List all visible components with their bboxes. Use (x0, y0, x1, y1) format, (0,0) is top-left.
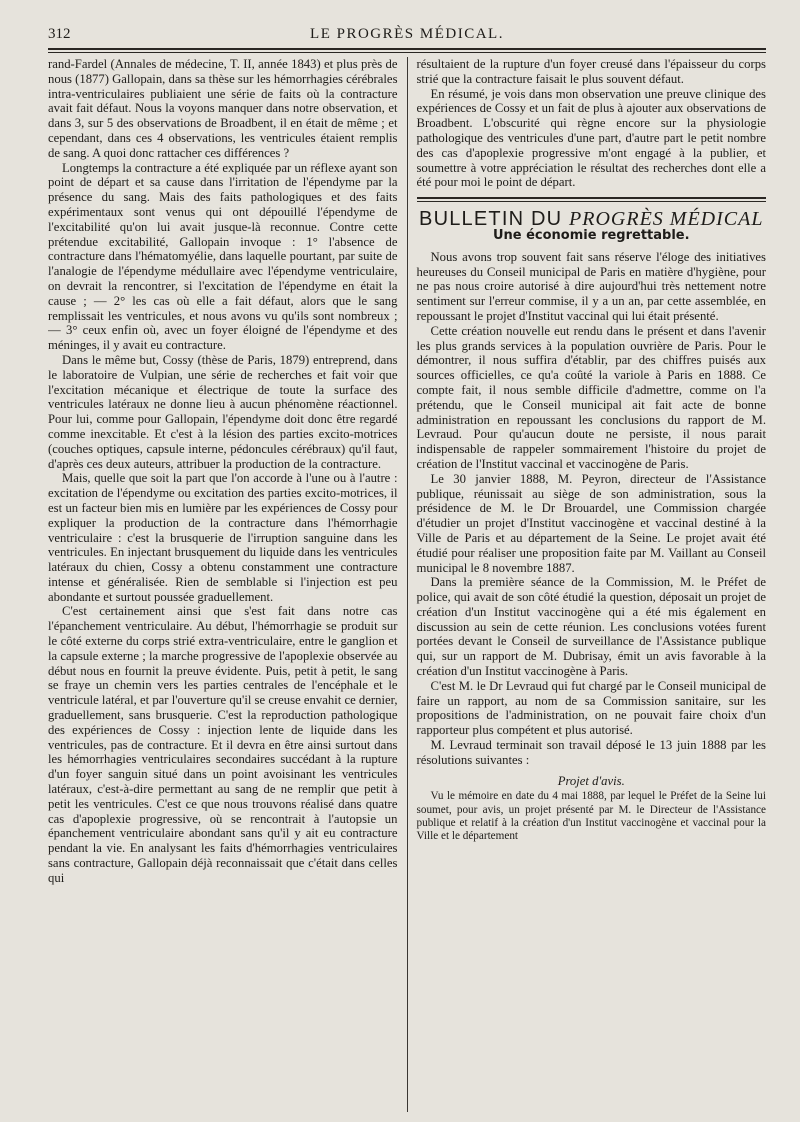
bulletin-title-journal: PROGRÈS MÉDICAL (569, 208, 764, 231)
projet-text-block (417, 790, 767, 843)
header-rule (48, 48, 766, 53)
paragraph: résultaient de la rupture d'un foyer creusé dans l'épaisseur du corps strié que la contracture faisait le plus souvent défaut. (416, 57, 766, 86)
paragraph: Dans le même but, Cossy (thèse de Paris, 1879) entreprend, dans le laboratoire de Vulpian, une série de recherches et fait voir que l'excitation mécanique et électrique de toute la surface des ventricules latéraux ne donne lieu à aucun phénomène réactionnel. Pour lui, comme pour Gallopain, l'épendyme doit donc être regardé comme inexcitable. Et c'est à la lésion des parties excito-motrices (couches optiques, capsule interne, pédoncules cérébraux) qu'il faut, d'après ces deux auteurs, attribuer la production de la contracture. (48, 352, 398, 471)
section-title: Une économie regrettable. (492, 227, 690, 243)
running-header (48, 24, 766, 46)
paragraph: Mais, quelle que soit la part que l'on accorde à l'une ou à l'autre : excitation de l'épendyme ou excitation des parties excito-motrices, il est un facteur bien mis en lumière par les expériences de Cossy pour expliquer la production de la contracture dans l'hémorrhagie ventriculaire : c'est la brusquerie de l'irruption sanguine dans les ventricules. En injectant brusquement du liquide dans les ventricules latéraux du chien, Cossy a obtenu constamment une contracture intense et généralisée. Rien de semblable si l'injection est peu abondante et surtout poussée graduellement. (48, 471, 398, 604)
projet-heading: Projet d'avis. (557, 773, 625, 788)
paragraph: Nous avons trop souvent fait sans réserve l'éloge des initiatives heureuses du Conseil municipal de Paris en matière d'hygiène, pour ne pas nous croire autorisé à dire aujourd'hui très nettement notre sentiment sur l'erreur commise, il y a un an, par cette assemblée, en repoussant le projet d'Institut vaccinal qui lui était présenté. (416, 249, 766, 323)
paragraph: En résumé, je vois dans mon observation une preuve clinique des expériences de Cossy et un fait de plus à ajouter aux observations de Broadbent. L'obscurité qui règne encore sur la physiologie pathologique des ventricules d'une part, d'autre part le petit nombre des cas d'apoplexie progressive m'ont engagé à la publier, et soumettre à votre appréciation le résultat des recherches dont elle a été pour moi le point de départ. (416, 86, 766, 190)
paragraph: Vu le mémoire en date du 4 mai 1888, par lequel le Préfet de la Seine lui soumet, pour avis, un projet présenté par M. le Directeur de l'Assistance publique et relatif à la création d'un Institut vaccinogène et vaccinal pour la Ville et le département (416, 790, 766, 843)
paragraph: C'est certainement ainsi que s'est fait dans notre cas l'épanchement ventriculaire. Au début, l'hémorrhagie se produit sur le côté externe du corps strié extra-ventriculaire, entre le ganglion et la capsule externe ; la marche progressive de l'apoplexie observée au début nous en fournit la preuve évidente. Puis, petit à petit, le sang se fraye un chemin vers les parties centrales de l'encéphale et le ventricule latéral, et par l'ouverture qu'il se creuse envahit ce dernier, graduellement, sans brusquerie. C'est la reproduction pathologique des expériences de Cossy : injection lente de liquide dans les ventricules, pas de contracture. Et il devra en être ainsi surtout dans les hémorrhagies ventriculaires secondaires succédant à la rupture d'un foyer sanguin situé dans un point avoisinant les ventricules latéraux, c'est-à-dire permettant au sang de ne remplir que petit à petit les ventricules. C'est ce que nous trouvons réalisé dans quatre cas d'apoplexie progressive, où se rencontrait à l'autopsie un épanchement ventriculaire abondant sans qu'il y ait eu contracture pendant la vie. En analysant les faits d'hémorrhagies ventriculaires sans contracture, Gallopain déjà reconnaissait que c'était dans celles qui (48, 604, 398, 885)
paragraph: Le 30 janvier 1888, M. Peyron, directeur de l'Assistance publique, réunissait au siège de son administration, sous la présidence de M. le Dr Brouardel, une Commission chargée d'étudier un projet d'Institut vaccinogène et vaccinal destiné à la Ville de Paris et au département de la Seine. Le projet avait été étudié pour réaliser une proposition faite par M. Vaillant au Conseil municipal le 8 novembre 1887. (416, 471, 766, 575)
journal-title: LE PROGRÈS MÉDICAL. (310, 26, 504, 42)
paragraph: Cette création nouvelle eut rendu dans le présent et dans l'avenir les plus grands services à la population ouvrière de Paris. Pour le démontrer, il nous suffira d'établir, par des chiffres puisés aux sources officielles, ce qu'a coûté la variole à Paris en 1888. Ce compte fait, il nous semble difficile d'admettre, comme on l'a prétendu, que le Conseil municipal ait fait acte de bonne administration en repoussant les conclusions du rapport de M. Levraud. Pour qu'aucun doute ne persiste, il nous parait indispensable de rappeler sommairement l'histoire du projet de création de l'Institut vaccinal et vaccinogène de Paris. (416, 323, 766, 471)
paragraph: rand-Fardel (Annales de médecine, T. II, année 1843) et plus près de nous (1877) Gallopain, dans sa thèse sur les hémorrhagies cérébrales intra-ventriculaires publiaient une série de faits où la contracture avait fait défaut. Nous la voyons manquer dans notre observation, et dans 3, sur 5 des observations de Broadbent, il en était de même ; et cependant, dans ces 4 observations, les ventricules étaient remplis de sang. A quoi donc rattacher ces différences ? (48, 57, 398, 160)
bulletin-title-prefix: BULLETIN DU (419, 208, 563, 231)
paragraph: Longtemps la contracture a été expliquée par un réflexe ayant son point de départ et sa cause dans l'irritation de l'épendyme par la présence du sang. Mais des faits pathologiques et des faits expérimentaux sont venus qui ont dépouillé l'épendyme de l'excitabilité qu'on lui avait jusque-là reconnue. Contre cette prétendue excitabilité, Gallopain invoque : 1° l'absence de contracture dans l'hématomyélie, dans laquelle pourtant, par suite de l'analogie de l'épendyme médullaire avec l'épendyme ventriculaire, on devrait la rencontrer, si l'excitation de l'épendyme en était la cause ; — 2° les cas où elle a fait défaut, alors que le sang remplissait les ventricules, et nous avons vu qu'ils sont nombreux ; — 3° ceux enfin où, avec un foyer éloigné de l'épendyme et des méninges, il y avait eu contracture. (48, 160, 398, 353)
paragraph: Dans la première séance de la Commission, M. le Préfet de police, qui avait de son côté étudié la question, déposait un projet de création d'un Institut vaccinogène qui a été mis également en discussion au sein de cette réunion. Les conclusions votées furent portées devant le Conseil de surveillance de l'Assistance publique qui, sur un rapport de M. Dubrisay, émit un avis favorable à la création d'un Institut vaccinogène à Paris. (416, 575, 766, 679)
paragraph: C'est M. le Dr Levraud qui fut chargé par le Conseil municipal de faire un rapport, au nom de sa Commission sanitaire, sur les propositions de l'administration, on ne pouvait faire choix d'un rapporteur plus compétent et plus autorisé. (416, 678, 766, 738)
paragraph: M. Levraud terminait son travail déposé le 13 juin 1888 par les résolutions suivantes : (416, 738, 766, 767)
two-column-body (48, 57, 766, 1112)
left-column (48, 57, 407, 1112)
right-column (407, 57, 767, 1112)
page-number: 312 (48, 26, 71, 42)
bulletin-title (417, 208, 767, 231)
section-divider (417, 197, 767, 202)
